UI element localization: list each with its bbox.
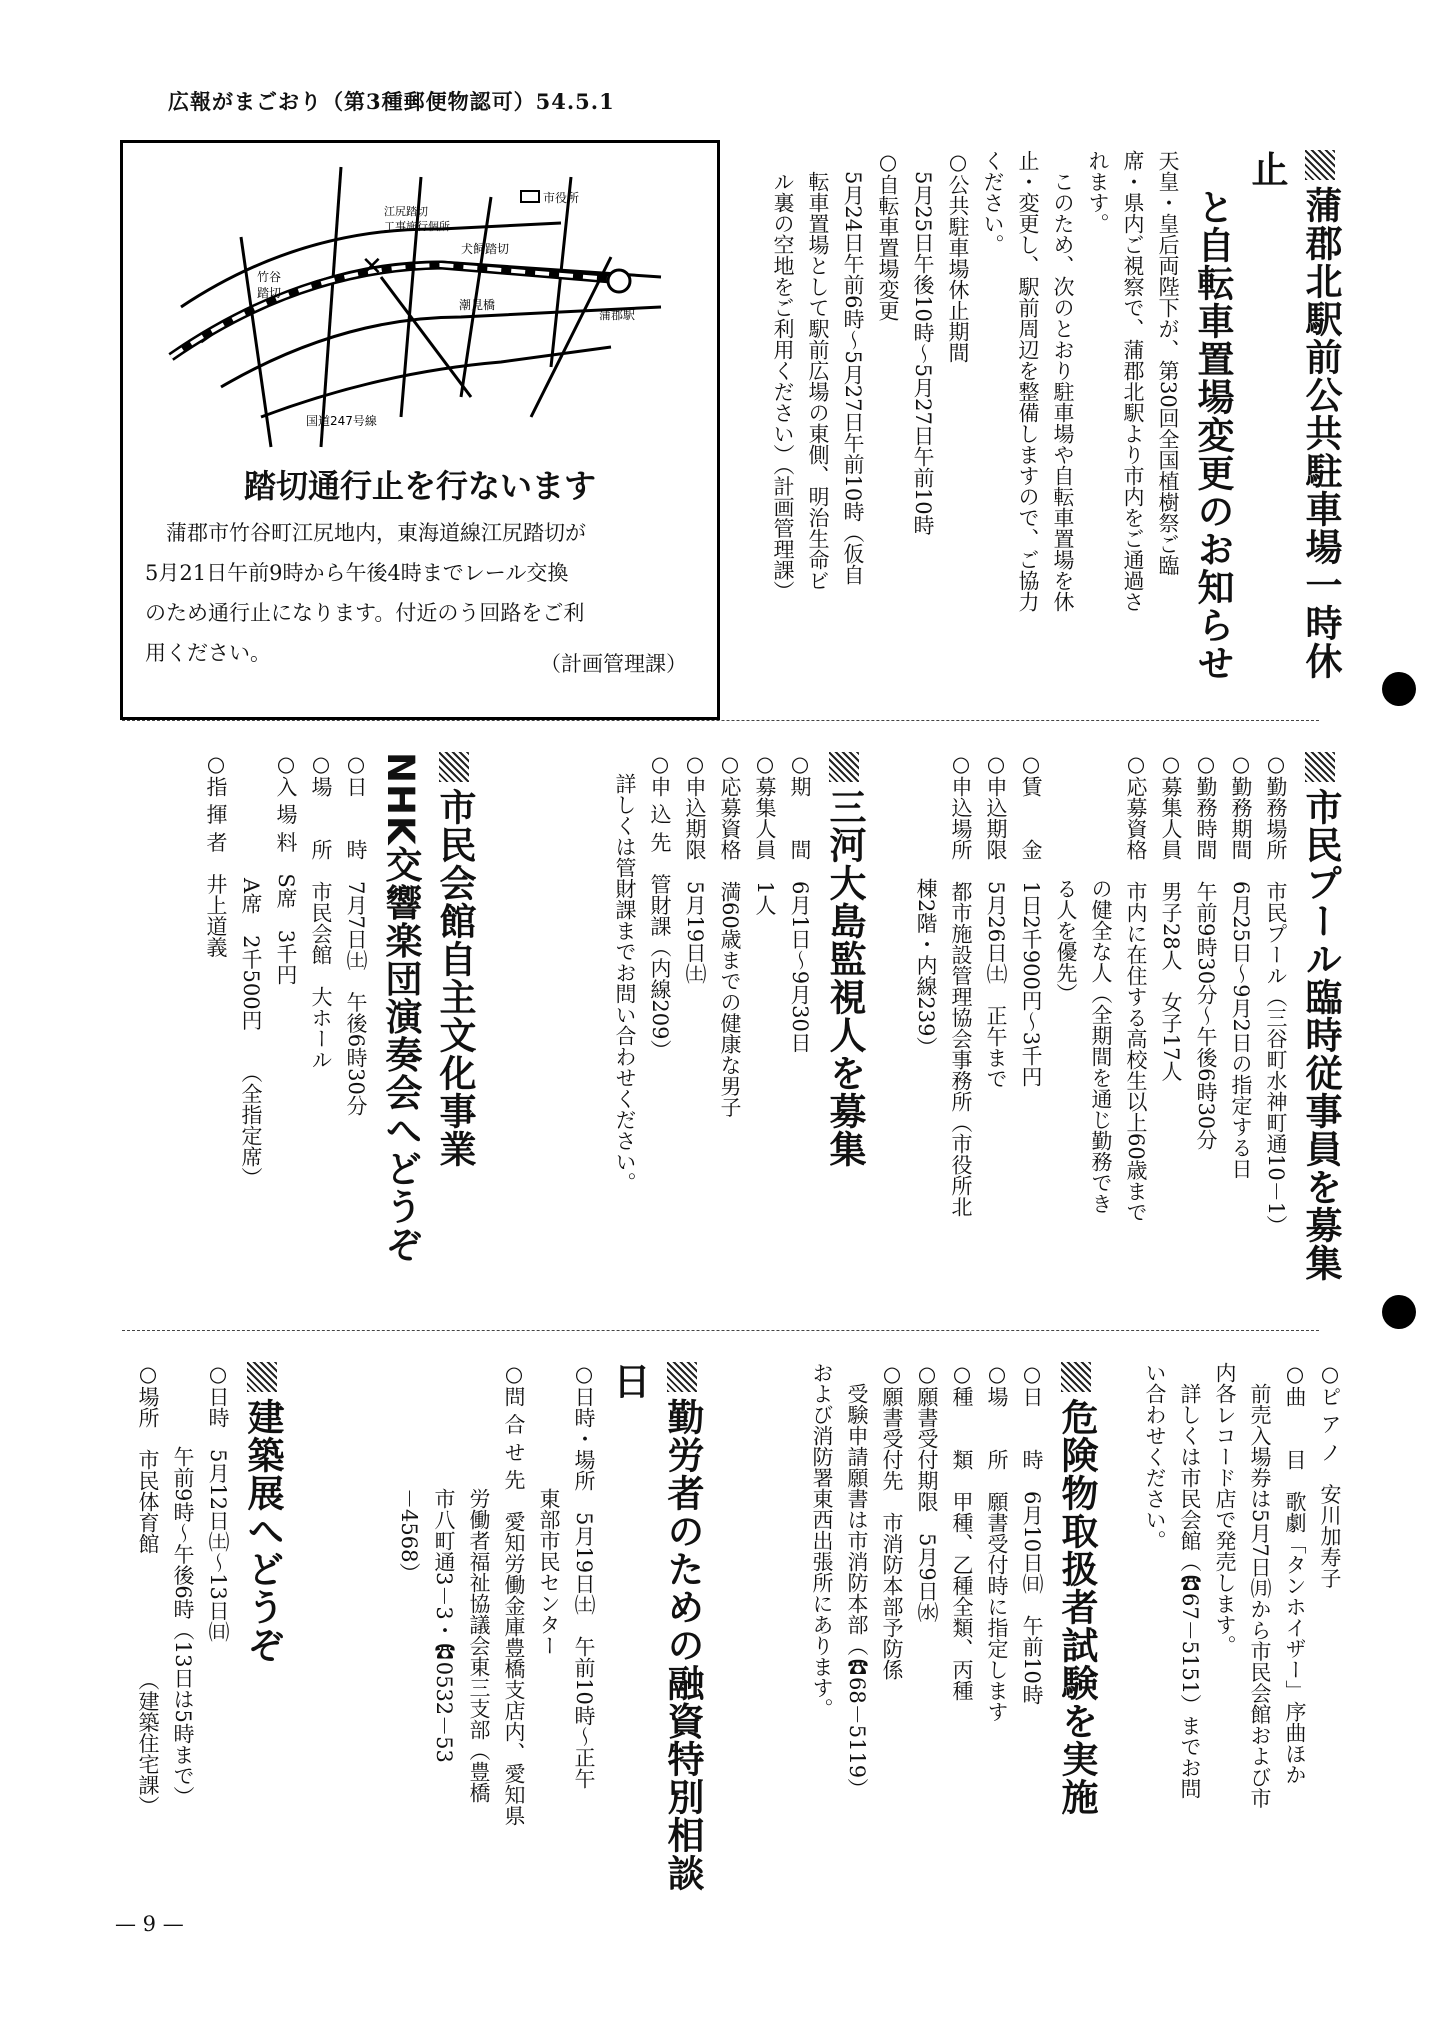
article-pool: [908, 752, 1347, 1312]
article-body: ○勤務場所 市民プール（三谷町水神町通10－1） ○勤務期間 6月25日～9月2日の指定する日 ○勤務時間 午前9時30分～午後6時30分 ○募集人員 男子28人 女子17人 ○応募資格 市内に在住する高校生以上60歳まで の健全な人（全期間を通じ勤務でき る人を優先） ○賃 金 1日2千900円～3千円 ○申込期限 5月26日㈯ 正午まで ○申込場所 都市施設管理協会事務所（市役所北 棟2階・内線239）: [914, 752, 1288, 1237]
page-number: — 9 —: [115, 1912, 184, 1936]
hatch-marker-icon: [1305, 150, 1335, 180]
city-hall-icon: [521, 191, 539, 202]
hatch-marker-icon: [1061, 1362, 1091, 1392]
article-title: 市民プール臨時従事員を募集: [1293, 752, 1347, 1312]
railroad-crossing-notice-box: [120, 140, 720, 720]
article-concert: [198, 752, 481, 1312]
article-body: ○日 時 6月10日㈰ 午前10時 ○場 所 願書受付時に指定します ○種 類 甲種、乙種全類、丙種 ○願書受付期限 5月9日㈬ ○願書受付先 市消防本部予防係 受験申請願書は市消防本部（☎68－5119） および消防署東西出張所にあります。: [810, 1362, 1044, 1800]
section-divider: [122, 1330, 1319, 1331]
article-body: ○日時・場所 5月19日㈯ 午前10時～正午 東部市民センター ○問 合 せ 先 愛知労働金庫豊橋支店内、愛知県 労働者福祉協議会東三支部（豊橋 市八町通3－3・☎0532－53 －4568）: [397, 1362, 596, 1827]
article-body: 天皇・皇后両陛下が、第30回全国植樹祭ご臨 席・県内ご視察で、蒲郡北駅より市内をご通過さ れます。 このため、次のとおり駐車場や自転車置場を休 止・変更し、駅前周辺を整備しますので、ご協力 ください。 ○公共駐車場休止期間 5月25日午後10時～5月27日午前10時 ○自転車置場変更 5月24日午前6時～5月27日午前10時（仮自 転車置場として駅前広場の東側、明治生命ビ ル裏の空地をご利用ください）（計画管理課）: [771, 150, 1180, 612]
article-body: ○日時 5月12日㈯～13日㈰ 午前9時～午後6時（13日は5時まで） ○場所 市民体育館 （建築住宅課）: [136, 1362, 230, 1817]
article-title-line2: と自転車置場変更のお知らせ: [1191, 188, 1234, 682]
article-title: 市民会館自主文化事業: [427, 752, 481, 1312]
article-title: 危険物取扱者試験を実施: [1049, 1362, 1103, 1902]
article-body: ○日 時 7月7日㈯ 午後6時30分 ○場 所 市民会館 大ホール ○入 場 料 S席 3千円 A席 2千500円 （全指定席） ○指 揮 者 井上道義: [204, 752, 368, 1189]
article-parking: [765, 150, 1347, 710]
map-label-shiomi: 潮見橋: [459, 298, 496, 312]
hatch-marker-icon: [667, 1362, 697, 1392]
hatch-marker-icon: [247, 1362, 277, 1392]
section-divider: [122, 720, 1319, 721]
article-title: 蒲郡北駅前公共駐車場一時休止: [1245, 150, 1342, 680]
map-label-takenoya: 竹谷: [257, 270, 282, 284]
article-title: 建築展へどうぞ: [235, 1362, 289, 1902]
station-icon: [608, 270, 630, 292]
article-title: 勤労者のための融資特別相談日: [607, 1362, 704, 1892]
notice-dept: （計画管理課）: [540, 652, 687, 676]
map-label-takenoya-crossing: 踏切: [257, 286, 282, 300]
section-bullet-icon: [1382, 1295, 1416, 1329]
hatch-marker-icon: [439, 752, 469, 782]
article-loan: [391, 1362, 709, 1902]
notice-title: 踏切通行止を行ないます: [243, 467, 596, 505]
area-map: [141, 157, 701, 457]
section-bullet-icon: [1382, 672, 1416, 706]
map-label-inukai: 犬飼踏切: [461, 242, 510, 256]
article-body: ○期 間 6月1日～9月30日 ○募集人員 1人 ○応募資格 満60歳までの健康な男子 ○申込期限 5月19日㈯ ○申 込 先 管財課（内線209） 詳しくは管財課までお問い合わせください。: [613, 752, 812, 1193]
notice-body: 蒲郡市竹谷町江尻地内，東海道線江尻踏切が 5月21日午前9時から午後4時までレール交換 のため通行止になります。付近のう回路をご利 用ください。: [145, 521, 586, 665]
article-watch: [607, 752, 871, 1312]
article-hazmat: [804, 1362, 1103, 1902]
map-label-station: 蒲郡駅: [599, 308, 636, 322]
page-header: 広報がまごおり（第3種郵便物認可）54.5.1: [168, 89, 615, 114]
map-label-ejiri: 江尻踏切: [384, 205, 428, 218]
hatch-marker-icon: [1305, 752, 1335, 782]
article-title-line2: NHK交響楽団演奏会へどうぞ: [379, 752, 422, 1264]
cross-mark-icon: ✕: [361, 252, 383, 282]
map-label-route: 国道247号線: [306, 414, 377, 428]
article-body: ○ピ ア ノ 安川加寿子 ○曲 目 歌劇「タンホイザー」序曲ほか 前売入場券は5月7日㈪から市民会館および市 内各レコード店で発売します。 詳しくは市民会館（☎67－5151）までお問 い合わせください。: [1143, 1362, 1342, 1809]
hatch-marker-icon: [829, 752, 859, 782]
article-arch: [130, 1362, 289, 1902]
map-label-work-site: 工事施行個所: [384, 220, 450, 233]
article-title: 三河大島監視人を募集: [817, 752, 871, 1312]
map-label-city-hall: 市役所: [543, 191, 580, 205]
article-concert-continued: [1137, 1362, 1347, 1902]
